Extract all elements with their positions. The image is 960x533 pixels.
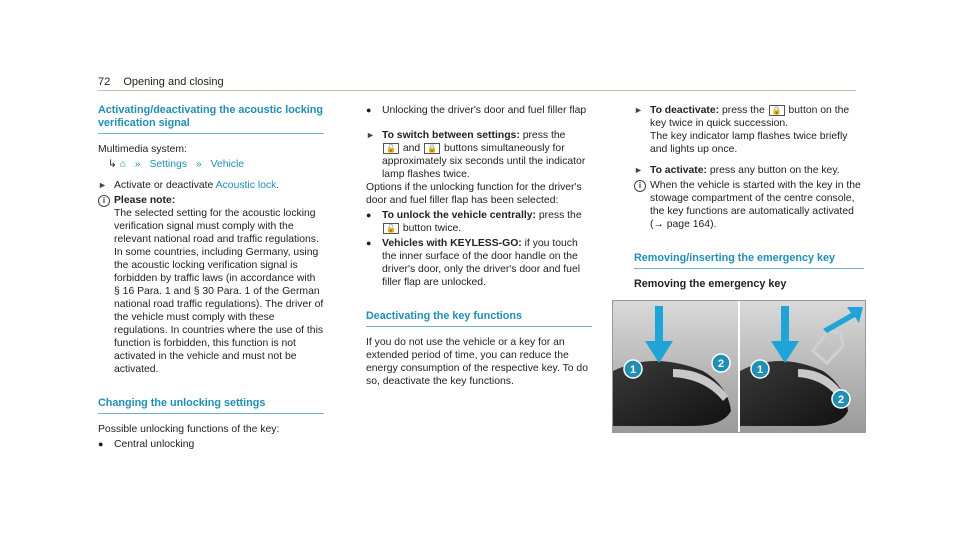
unlock-icon: 🔓 [383, 143, 399, 154]
list-item-text: press the [538, 210, 582, 221]
step-arrow-icon: ► [634, 165, 643, 175]
list-item [366, 237, 592, 289]
section-heading-unlocking: Changing the unlocking settings [98, 397, 324, 414]
acoustic-lock-link[interactable]: Acoustic lock [215, 180, 277, 191]
step-arrow-icon: ► [634, 105, 643, 115]
list-item-text: button twice. [402, 223, 462, 234]
section-heading-acoustic: Activating/deactivating the acoustic locking verification signal [98, 104, 324, 134]
callout-1-label: 1 [756, 364, 764, 376]
section-heading-emergency-key: Removing/inserting the emergency key [634, 252, 864, 269]
double-chevron-icon: » [195, 159, 202, 170]
step-arrow-icon: ► [98, 180, 107, 190]
note-text: When the vehicle is started with the key in the stowage compartment of the centre console, the key functions are automatically activated (→ page 164). [650, 180, 861, 230]
note-text: The selected setting for the acoustic locking verification signal must comply with the relevant national road and traffic regulations. In some countries, including Germany, using the acoustic locking verification signal is forbidden by traffic laws (in accordance with § 16 Para. 1 and § 30 Para. 1 of the German national road traffic regulations). The driver of the vehicle must comply with these regulations. In countries where the use of this function is forbidden, this function is not activated in the vehicle and must not be activated. [114, 208, 324, 375]
step-heading: To activate: [650, 165, 707, 176]
info-icon: i [98, 195, 110, 207]
list-item-text: Unlocking the driver's door and fuel filler flap [382, 105, 587, 116]
path-vehicle[interactable]: Vehicle [210, 159, 245, 170]
step-text: and [402, 143, 421, 154]
list-item-heading: To unlock the vehicle centrally: [382, 210, 536, 221]
step-heading: To switch between settings: [382, 130, 520, 141]
step-text: buttons simultaneously for approximately six seconds until the indicator lamp flashes twice. [382, 143, 586, 180]
step-text: press any button on the key. [709, 165, 840, 176]
step-activate-key [634, 164, 864, 177]
list-item-text: if you touch the inner surface of the door handle on the driver's door, only the driver's door and fuel filler flap are unlocked. [382, 238, 581, 288]
note-heading: Please note: [114, 195, 176, 206]
corner-arrow-icon: ↳ [108, 159, 117, 170]
note [634, 179, 864, 231]
possible-functions: Possible unlocking functions of the key: [98, 424, 280, 435]
note [98, 194, 324, 376]
callout-1-label: 1 [629, 364, 637, 376]
step-text: The key indicator lamp flashes twice briefly and lights up once. [650, 131, 848, 155]
bullet-icon: ● [98, 439, 104, 449]
step-text: button on the key twice in quick succession. [650, 105, 850, 129]
page-number: 72 [98, 76, 111, 88]
unlock-icon: 🔓 [383, 223, 399, 234]
step-switch [366, 129, 592, 181]
system-label: Multimedia system: [98, 144, 187, 155]
double-chevron-icon: » [134, 159, 141, 170]
path-settings[interactable]: Settings [149, 159, 187, 170]
page-header [98, 76, 224, 89]
list-item-text: Central unlocking [114, 439, 195, 450]
step-arrow-icon: ► [366, 130, 375, 140]
section-title: Opening and closing [123, 76, 224, 88]
list-item [366, 104, 592, 117]
options-text: Options if the unlocking function for the driver's door and fuel filler flap has been selected: [366, 182, 582, 206]
bullet-icon: ● [366, 238, 372, 248]
section-heading-deactivating: Deactivating the key functions [366, 310, 592, 327]
column-3 [634, 104, 864, 299]
bullet-icon: ● [366, 210, 372, 220]
callout-2-label: 2 [717, 358, 725, 370]
menu-path [108, 158, 324, 171]
callout-2-label: 2 [837, 394, 845, 406]
column-2 [366, 104, 592, 388]
step-activate: ► Activate or deactivate Acoustic lock. [98, 180, 280, 191]
list-item [366, 209, 592, 235]
lock-icon: 🔒 [424, 143, 440, 154]
home-icon[interactable]: ⌂ [119, 159, 126, 170]
subheading-removing: Removing the emergency key [634, 278, 787, 290]
list-item [98, 438, 324, 451]
column-1 [98, 104, 324, 451]
info-icon: i [634, 180, 646, 192]
step-deactivate [634, 104, 864, 156]
emergency-key-figure [612, 300, 866, 433]
step-text: press the [522, 130, 566, 141]
deactivate-text: If you do not use the vehicle or a key for an extended period of time, you can reduce the energy consumption of the respective key. To do so, deactivate the key functions. [366, 337, 588, 387]
step-text: press the [722, 105, 765, 116]
lock-icon: 🔒 [769, 105, 785, 116]
list-item-heading: Vehicles with KEYLESS-GO: [382, 238, 522, 249]
step-heading: To deactivate: [650, 105, 720, 116]
bullet-icon: ● [366, 105, 372, 115]
key-illustration [613, 301, 865, 432]
header-divider [98, 90, 856, 91]
step-text: Activate or deactivate [114, 180, 214, 191]
